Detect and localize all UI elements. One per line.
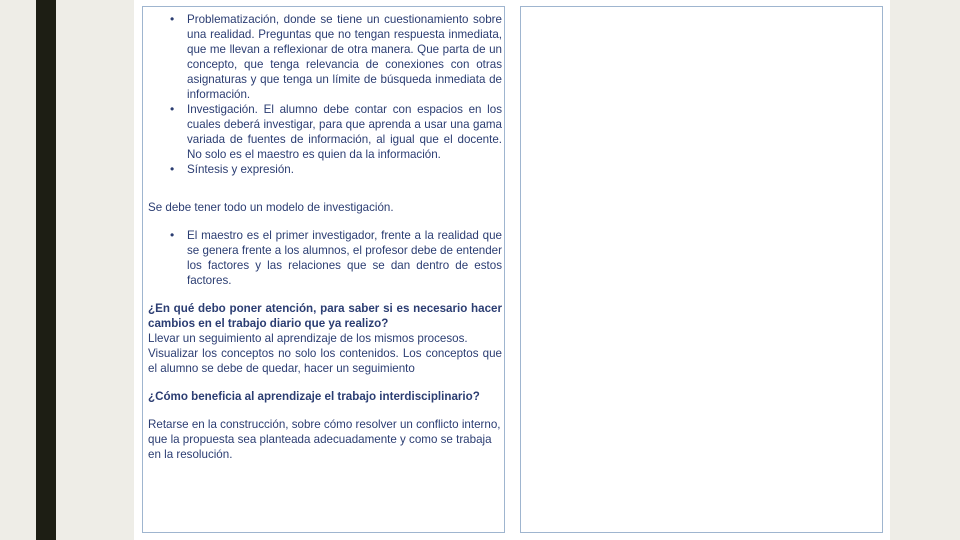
list-item: • Problematización, donde se tiene un cuestionamiento sobre una realidad. Preguntas que no tengan respuesta inmediata, que me llevan a reflexionar de otra manera. Que parta de un concepto, que tenga relevancia de conexiones con otras asignaturas y que tenga un límite de búsqueda inmediata de información. (148, 12, 502, 102)
list-item: • Síntesis y expresión. (148, 162, 502, 177)
right-empty-frame (520, 6, 883, 533)
bullet-list-top (148, 12, 502, 177)
question-heading-2: ¿Cómo beneficia al aprendizaje el trabajo interdisciplinario? (148, 390, 480, 403)
document-content (148, 12, 502, 462)
bullet-list-teacher (148, 228, 502, 288)
left-dark-bar (36, 0, 56, 540)
list-item: • El maestro es el primer investigador, frente a la realidad que se genera frente a los alumnos, el profesor debe de entender los factores y las relaciones que se dan dentro de estos factores. (148, 228, 502, 288)
question-heading-1: ¿En qué debo poner atención, para saber si es necesario hacer cambios en el trabajo diario que ya realizo? (148, 302, 502, 330)
list-item: • Investigación. El alumno debe contar con espacios en los cuales deberá investigar, para que aprenda a usar una gama variada de fuentes de información, al igual que el docente. No solo es el maestro es quien da la información. (148, 102, 502, 162)
research-model-text: Se debe tener todo un modelo de investigación. (148, 201, 394, 214)
answer-paragraph: Visualizar los conceptos no solo los contenidos. Los conceptos que el alumno se debe de quedar, hacer un seguimiento (148, 347, 502, 375)
answer-paragraph: Llevar un seguimiento al aprendizaje de los mismos procesos. (148, 332, 468, 345)
answer-paragraph: Retarse en la construcción, sobre cómo resolver un conflicto interno, que la propuesta sea planteada adecuadamente y como se trabaja en la resolución. (148, 418, 501, 461)
